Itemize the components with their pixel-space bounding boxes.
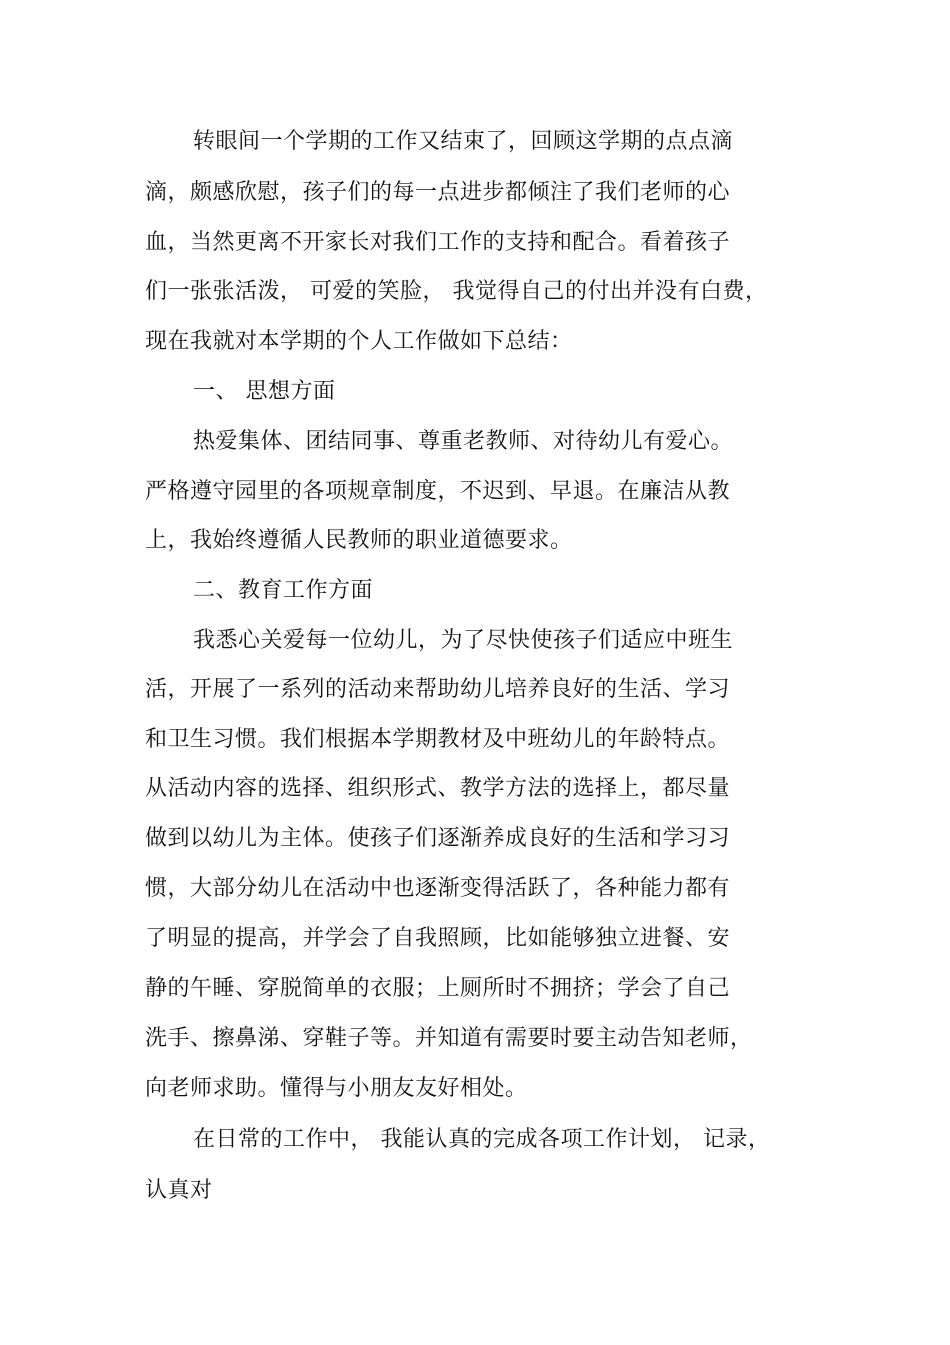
paragraph-line: 做到以幼儿为主体。使孩子们逐渐养成良好的生活和学习习 <box>145 826 731 851</box>
paragraph-line: 我悉心关爱每一位幼儿，为了尽快使孩子们适应中班生 <box>193 628 734 653</box>
paragraph-line: 认真对 <box>145 1178 213 1203</box>
paragraph-line: 严格遵守园里的各项规章制度，不迟到、早退。在廉洁从教 <box>145 479 731 504</box>
paragraph-line: 了明显的提高，并学会了自我照顾，比如能够独立进餐、安 <box>145 926 731 951</box>
paragraph-line: 现在我就对本学期的个人工作做如下总结： <box>145 329 573 354</box>
paragraph-line: 转眼间一个学期的工作又结束了，回顾这学期的点点滴 <box>193 129 734 154</box>
paragraph-line: 在日常的工作中， 我能认真的完成各项工作计划， 记录， <box>193 1127 771 1152</box>
paragraph-line: 静的午睡、穿脱简单的衣服；上厕所时不拥挤；学会了自己 <box>145 976 731 1001</box>
paragraph-line: 洗手、擦鼻涕、穿鞋子等。并知道有需要时要主动告知老师， <box>145 1026 753 1051</box>
section-heading: 二、教育工作方面 <box>193 578 374 603</box>
paragraph-line: 从活动内容的选择、组织形式、教学方法的选择上，都尽量 <box>145 776 731 801</box>
paragraph-line: 活，开展了一系列的活动来帮助幼儿培养良好的生活、学习 <box>145 677 731 702</box>
paragraph-line: 们一张张活泼， 可爱的笑脸， 我觉得自己的付出并没有白费， <box>145 279 768 304</box>
paragraph-line: 滴，颇感欣慰，孩子们的每一点进步都倾注了我们老师的心 <box>145 180 731 205</box>
paragraph-line: 和卫生习惯。我们根据本学期教材及中班幼儿的年龄特点。 <box>145 727 731 752</box>
paragraph-line: 上，我始终遵循人民教师的职业道德要求。 <box>145 528 573 553</box>
paragraph-line: 惯，大部分幼儿在活动中也逐渐变得活跃了，各种能力都有 <box>145 876 731 901</box>
paragraph-line: 血，当然更离不开家长对我们工作的支持和配合。看着孩子 <box>145 230 731 255</box>
section-heading: 一、 思想方面 <box>193 379 336 404</box>
paragraph-line: 热爱集体、团结同事、尊重老教师、对待幼儿有爱心。 <box>193 429 734 454</box>
paragraph-line: 向老师求助。懂得与小朋友友好相处。 <box>145 1076 528 1101</box>
